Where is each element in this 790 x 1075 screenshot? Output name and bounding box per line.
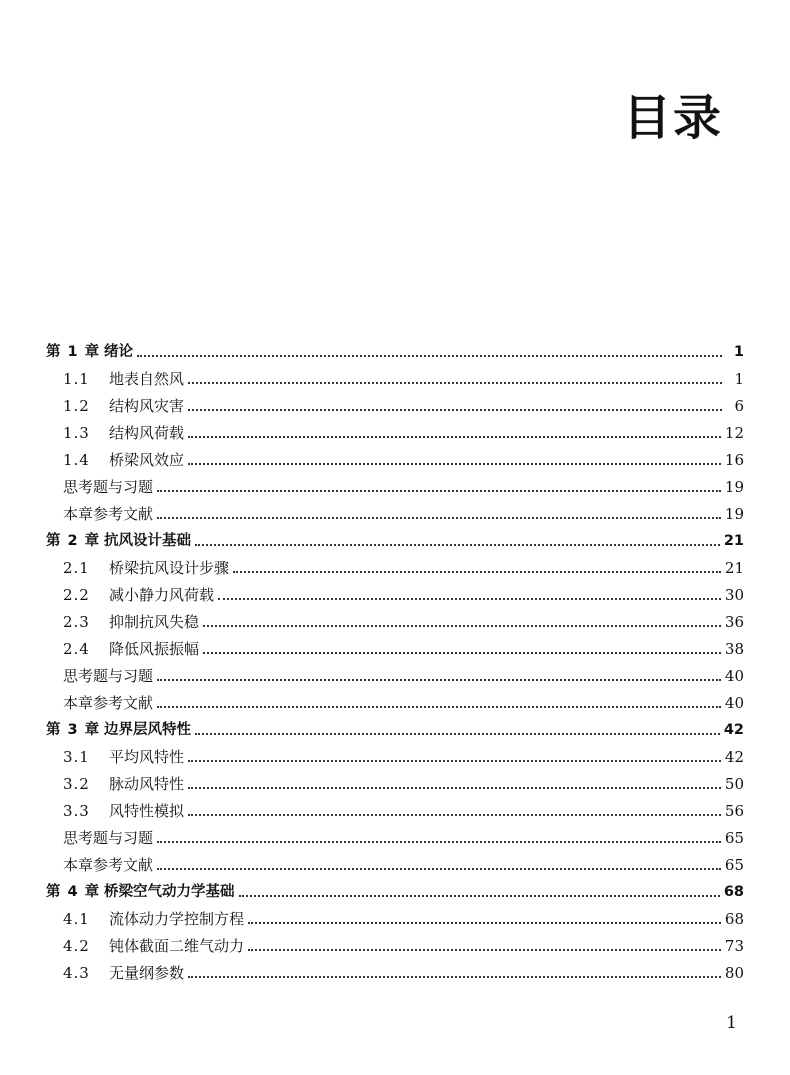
toc-entry-number: 第 4 章 — [46, 884, 101, 900]
toc-entry[interactable] — [46, 393, 744, 420]
toc-entry-number: 2.2 — [63, 586, 90, 604]
dot-leader — [188, 760, 721, 762]
toc-entry-number: 3.3 — [63, 802, 90, 820]
toc-entry-number: 第 1 章 — [46, 344, 101, 360]
dot-leader — [188, 463, 721, 465]
toc-entry-page: 16 — [724, 451, 744, 469]
toc-entry-page: 12 — [724, 424, 744, 442]
toc-entry-page: 80 — [724, 964, 744, 982]
toc-entry[interactable] — [46, 366, 744, 393]
toc-entry-title: 桥梁风效应 — [109, 451, 185, 469]
toc-entry-number: 2.1 — [63, 559, 90, 577]
toc-entry-number: 1.4 — [63, 451, 90, 469]
toc-entry-title: 流体动力学控制方程 — [109, 910, 245, 928]
toc-chapter-entry[interactable] — [46, 879, 744, 906]
dot-leader — [195, 733, 720, 735]
page-number: 1 — [726, 1013, 737, 1033]
dot-leader — [157, 517, 721, 519]
toc-entry-title: 脉动风特性 — [109, 775, 185, 793]
toc-entry-page: 73 — [724, 937, 744, 955]
toc-entry-title: 降低风振振幅 — [109, 640, 200, 658]
toc-entry-page: 38 — [724, 640, 744, 658]
toc-entry-page: 50 — [724, 775, 744, 793]
toc-entry[interactable] — [46, 852, 744, 879]
toc-entry-number: 2.4 — [63, 640, 90, 658]
toc-entry-page: 42 — [724, 748, 744, 766]
toc-entry-title: 抑制抗风失稳 — [109, 613, 200, 631]
toc-entry-title: 思考题与习题 — [63, 667, 154, 685]
table-of-contents — [46, 339, 744, 987]
toc-entry-title: 思考题与习题 — [63, 829, 154, 847]
toc-entry-page: 1 — [733, 344, 744, 360]
toc-entry-page: 40 — [724, 667, 744, 685]
dot-leader — [188, 814, 721, 816]
dot-leader — [188, 409, 722, 411]
toc-entry-page: 56 — [724, 802, 744, 820]
toc-entry-page: 1 — [734, 370, 744, 388]
toc-entry[interactable] — [46, 501, 744, 528]
toc-entry[interactable] — [46, 933, 744, 960]
toc-entry-page: 68 — [723, 884, 744, 900]
toc-entry-page: 19 — [724, 505, 744, 523]
toc-entry-title: 本章参考文献 — [63, 694, 154, 712]
dot-leader — [203, 652, 721, 654]
toc-entry-title: 绪论 — [104, 344, 133, 360]
toc-entry-page: 36 — [724, 613, 744, 631]
toc-entry-number: 4.3 — [63, 964, 90, 982]
dot-leader — [137, 355, 722, 357]
toc-entry[interactable] — [46, 771, 744, 798]
toc-entry-title: 钝体截面二维气动力 — [109, 937, 245, 955]
toc-entry-number: 第 2 章 — [46, 533, 101, 549]
toc-entry-title: 平均风特性 — [109, 748, 185, 766]
toc-entry-title: 边界层风特性 — [104, 722, 191, 738]
dot-leader — [157, 706, 721, 708]
dot-leader — [188, 787, 721, 789]
toc-entry-title: 抗风设计基础 — [104, 533, 191, 549]
toc-entry-title: 桥梁抗风设计步骤 — [109, 559, 230, 577]
toc-entry-number: 第 3 章 — [46, 722, 101, 738]
toc-entry-number: 4.2 — [63, 937, 90, 955]
toc-entry[interactable] — [46, 636, 744, 663]
toc-entry-page: 40 — [724, 694, 744, 712]
toc-entry-title: 风特性模拟 — [109, 802, 185, 820]
toc-entry[interactable] — [46, 582, 744, 609]
toc-entry-title: 本章参考文献 — [63, 856, 154, 874]
toc-entry[interactable] — [46, 906, 744, 933]
toc-entry-title: 本章参考文献 — [63, 505, 154, 523]
toc-entry-page: 65 — [724, 829, 744, 847]
toc-entry-page: 19 — [724, 478, 744, 496]
dot-leader — [195, 544, 720, 546]
toc-entry[interactable] — [46, 474, 744, 501]
dot-leader — [157, 868, 721, 870]
dot-leader — [157, 679, 721, 681]
toc-entry-title: 桥梁空气动力学基础 — [104, 884, 235, 900]
dot-leader — [188, 436, 721, 438]
toc-entry-number: 3.1 — [63, 748, 90, 766]
toc-entry-title: 结构风荷载 — [109, 424, 185, 442]
toc-entry[interactable] — [46, 960, 744, 987]
toc-entry-title: 减小静力风荷载 — [109, 586, 215, 604]
toc-entry-title: 思考题与习题 — [63, 478, 154, 496]
toc-entry[interactable] — [46, 690, 744, 717]
dot-leader — [218, 598, 721, 600]
toc-entry[interactable] — [46, 825, 744, 852]
dot-leader — [188, 382, 722, 384]
toc-entry-page: 42 — [723, 722, 744, 738]
toc-entry[interactable] — [46, 744, 744, 771]
page-title: 目录 — [622, 90, 723, 146]
toc-entry-title: 无量纲参数 — [109, 964, 185, 982]
toc-entry-title: 结构风灾害 — [109, 397, 185, 415]
toc-entry[interactable] — [46, 798, 744, 825]
dot-leader — [248, 949, 721, 951]
toc-chapter-entry[interactable] — [46, 717, 744, 744]
dot-leader — [157, 490, 721, 492]
toc-entry-number: 2.3 — [63, 613, 90, 631]
toc-entry[interactable] — [46, 420, 744, 447]
toc-entry-page: 21 — [723, 533, 744, 549]
toc-entry-number: 1.1 — [63, 370, 90, 388]
dot-leader — [248, 922, 721, 924]
toc-chapter-entry[interactable] — [46, 528, 744, 555]
toc-entry-page: 68 — [724, 910, 744, 928]
toc-entry-page: 65 — [724, 856, 744, 874]
toc-entry[interactable] — [46, 609, 744, 636]
toc-entry-number: 1.2 — [63, 397, 90, 415]
toc-entry-page: 6 — [734, 397, 744, 415]
dot-leader — [233, 571, 721, 573]
dot-leader — [203, 625, 721, 627]
toc-entry-title: 地表自然风 — [109, 370, 185, 388]
toc-chapter-entry[interactable] — [46, 339, 744, 366]
toc-entry-page: 30 — [724, 586, 744, 604]
dot-leader — [157, 841, 721, 843]
dot-leader — [188, 976, 721, 978]
toc-entry-number: 1.3 — [63, 424, 90, 442]
dot-leader — [239, 895, 720, 897]
toc-entry-number: 4.1 — [63, 910, 90, 928]
toc-entry-number: 3.2 — [63, 775, 90, 793]
toc-entry-page: 21 — [724, 559, 744, 577]
toc-entry[interactable] — [46, 447, 744, 474]
toc-entry[interactable] — [46, 555, 744, 582]
toc-entry[interactable] — [46, 663, 744, 690]
